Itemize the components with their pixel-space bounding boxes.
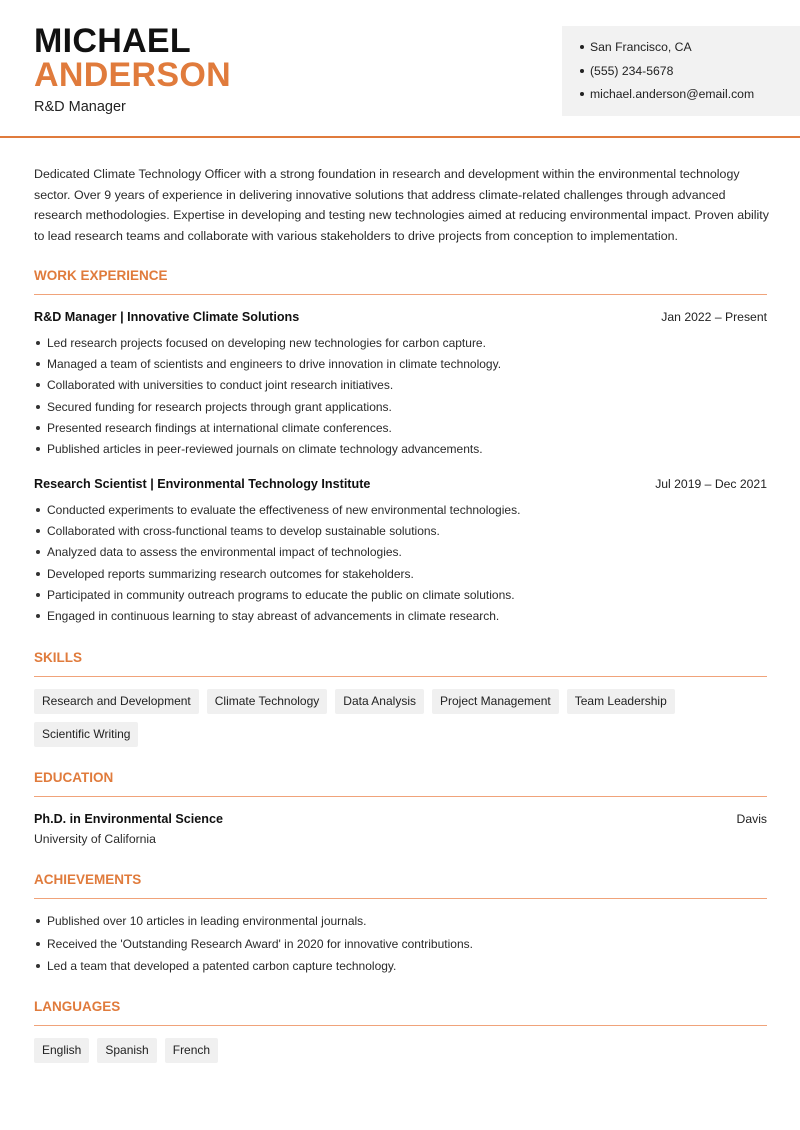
contact-location: San Francisco, CA [580, 39, 754, 63]
skill-tag: Project Management [432, 689, 559, 714]
list-item: Developed reports summarizing research outcomes for stakeholders. [34, 566, 767, 587]
list-item: Collaborated with cross-functional teams to develop sustainable solutions. [34, 523, 767, 544]
last-name: ANDERSON [34, 56, 231, 94]
education-degree: Ph.D. in Environmental Science [34, 812, 223, 826]
job-entry-head [34, 310, 767, 328]
language-tag: Spanish [97, 1038, 156, 1063]
list-item: Conducted experiments to evaluate the effectiveness of new environmental technologies. [34, 502, 767, 523]
list-item: Received the 'Outstanding Research Award' in 2020 for innovative contributions. [34, 936, 767, 959]
list-item: Published articles in peer-reviewed journals on climate technology advancements. [34, 441, 767, 462]
list-item: Published over 10 articles in leading environmental journals. [34, 913, 767, 936]
list-item: Engaged in continuous learning to stay abreast of advancements in climate research. [34, 608, 767, 629]
skill-tag: Climate Technology [207, 689, 328, 714]
languages-tags [34, 1038, 774, 1063]
job-bullets [34, 502, 767, 629]
job-title-company: Research Scientist | Environmental Technology Institute [34, 477, 371, 491]
skill-tag: Research and Development [34, 689, 199, 714]
skill-tag: Data Analysis [335, 689, 424, 714]
job-bullets [34, 335, 767, 462]
list-item: Led research projects focused on developing new technologies for carbon capture. [34, 335, 767, 356]
achievements-list [34, 913, 767, 981]
summary-paragraph: Dedicated Climate Technology Officer with a strong foundation in research and development within the environmental technology sector. Over 9 years of experience in delivering innovative solutions that address climate-related challenges through advanced research methodologies. Expertise in developing and testing new technologies aimed at reducing environmental impact. Proven ability to lead research teams and collaborate with various stakeholders to drive projects from conception to implementation. [34, 167, 769, 243]
language-tag: English [34, 1038, 89, 1063]
list-item: Participated in community outreach programs to educate the public on climate solutions. [34, 587, 767, 608]
skill-tag: Scientific Writing [34, 722, 138, 747]
job-title-company: R&D Manager | Innovative Climate Solutions [34, 310, 300, 324]
language-tag: French [165, 1038, 218, 1063]
list-item: Managed a team of scientists and engineers to drive innovation in climate technology. [34, 356, 767, 377]
job-title: R&D Manager [34, 99, 126, 115]
list-item: Presented research findings at international climate conferences. [34, 420, 767, 441]
contact-phone: (555) 234-5678 [580, 63, 754, 87]
first-name: MICHAEL [34, 22, 191, 60]
section-heading-languages: LANGUAGES [34, 999, 767, 1026]
skills-tags [34, 689, 774, 747]
list-item: Secured funding for research projects through grant applications. [34, 399, 767, 420]
list-item: Analyzed data to assess the environmental impact of technologies. [34, 544, 767, 565]
skill-tag: Team Leadership [567, 689, 675, 714]
education-location: Davis [736, 812, 767, 826]
job-entry-head [34, 477, 767, 495]
job-dates: Jan 2022 – Present [661, 310, 767, 324]
section-heading-achievements: ACHIEVEMENTS [34, 872, 767, 899]
contact-email[interactable]: michael.anderson@email.com [580, 86, 754, 110]
list-item: Collaborated with universities to conduct joint research initiatives. [34, 377, 767, 398]
section-heading-skills: SKILLS [34, 650, 767, 677]
section-heading-education: EDUCATION [34, 770, 767, 797]
education-school: University of California [34, 832, 156, 846]
contact-box [562, 26, 800, 116]
section-heading-work: WORK EXPERIENCE [34, 268, 767, 295]
resume-header [0, 0, 800, 138]
contact-list [580, 39, 754, 110]
job-dates: Jul 2019 – Dec 2021 [655, 477, 767, 491]
list-item: Led a team that developed a patented carbon capture technology. [34, 958, 767, 981]
